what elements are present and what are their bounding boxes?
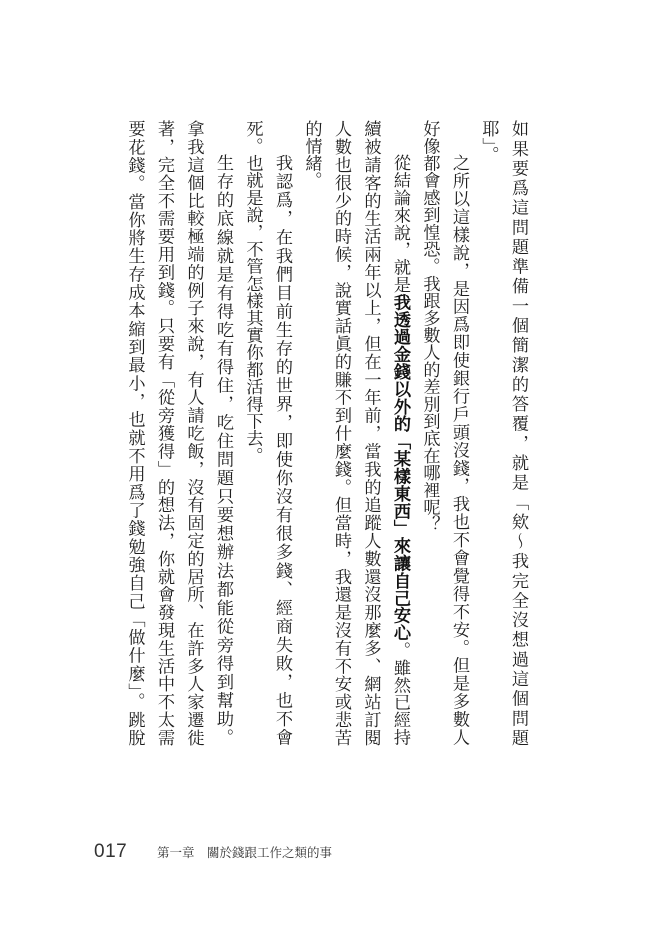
text-column-1: 如果要爲這問題準備一個簡潔的答覆，就是「欸～我完全沒想過這個問題: [508, 120, 528, 746]
page-number: 017: [94, 841, 128, 862]
running-head: [157, 845, 332, 861]
text-column-7: 人數也很少的時候，說實話眞的賺不到什麼錢。但當時，我還是沒有不安或悲苦: [331, 120, 351, 746]
text-column-9: 我認爲，在我們目前生存的世界，即使你沒有很多錢、經商失敗，也不會: [272, 154, 292, 746]
text-column-2: 耶」。: [478, 120, 499, 163]
text-column-3: 之所以這樣說，是因爲即使銀行戶頭沒錢，我也不會覺得不安。但是多數人: [449, 154, 469, 746]
emphasized-text: 我透過金錢以外的「某樣東西」來讓自己安心: [390, 293, 410, 642]
body-text: [119, 120, 532, 746]
text-column-13: 著，完全不需要用到錢。只要有「從旁獲得」的想法，你就會發現生活中不太需: [154, 120, 174, 746]
text-column-12: 拿我這個比較極端的例子來說，有人請吃飯，沒有固定的居所、在許多人家遷徙: [183, 120, 204, 746]
text-column-4: 好像都會感到惶恐。我跟多數人的差別到底在哪裡呢？: [419, 120, 440, 533]
column-text-before: 從結論來說，就是: [390, 154, 410, 294]
text-column-14: 要花錢。當你將生存成本縮到最小，也就不用爲了錢勉強自己「做什麼」。跳脫: [124, 120, 145, 746]
column-text-after: 。雖然已經持: [390, 641, 410, 746]
text-column-5: [385, 120, 415, 746]
text-column-11: 生存的底線就是有得吃有得住，吃住問題只要想辦法都能從旁得到幫助。: [213, 154, 233, 746]
chapter-label: 第一章: [157, 845, 195, 860]
text-column-8: 的情緒。: [301, 120, 322, 189]
chapter-title: 關於錢跟工作之類的事: [207, 845, 333, 860]
text-column-6: 續被請客的生活兩年以上，但在一年前，當我的追蹤人數還沒那麼多、網站訂閱: [360, 120, 381, 746]
text-column-10: 死。也就是說，不管怎樣其實你都活得下去。: [242, 120, 263, 464]
